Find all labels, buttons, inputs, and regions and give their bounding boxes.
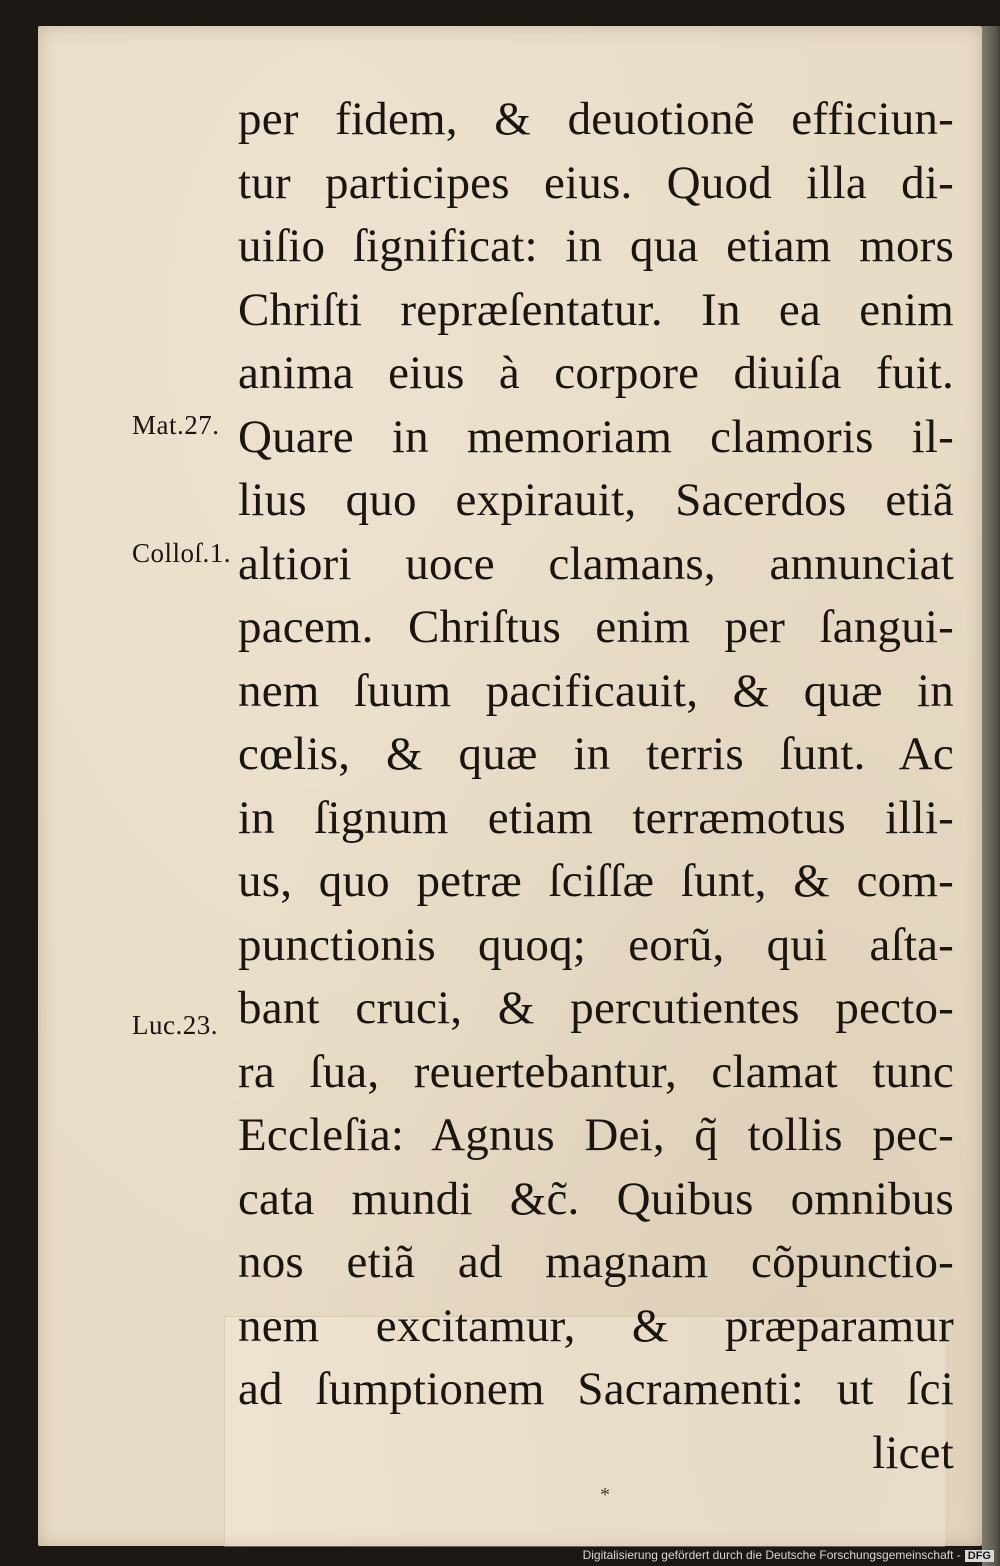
credit-text: Digitalisierung gefördert durch die Deutsche Forschungsgemeinschaft - xyxy=(582,1548,961,1562)
text-line: us, quo petræ ſciſſæ ſunt, & com- xyxy=(238,855,954,907)
body-text xyxy=(238,88,954,1485)
text-line: ad ſumptionem Sacramenti: ut ſci xyxy=(238,1363,954,1415)
text-line: Quare in memoriam clamoris il- xyxy=(238,410,954,463)
page-edge xyxy=(982,26,1000,1566)
margin-note-mat: Mat.27. xyxy=(132,410,220,440)
text-line: punctionis quoq; eorũ, qui aſta- xyxy=(238,918,954,971)
text-line: ra ſua, reuertebantur, clamat tunc xyxy=(238,1045,954,1098)
text-line: bant cruci, & percutientes pecto- xyxy=(238,982,954,1034)
catchword: licet xyxy=(872,1426,954,1479)
text-line: cœlis, & quæ in terris ſunt. Ac xyxy=(238,728,954,780)
margin-note-luc: Luc.23. xyxy=(132,1010,218,1040)
text-line: per fidem, & deuotionẽ efficiun- xyxy=(238,93,954,145)
text-line: altiori uoce clamans, annunciat xyxy=(238,537,954,590)
margin-note-coll: Colloſ.1. xyxy=(132,538,232,568)
text-line: nem excitamur, & præparamur xyxy=(238,1299,954,1352)
text-line: anima eius à corpore diuiſa fuit. xyxy=(238,347,954,399)
text-line: in ſignum etiam terræmotus illi- xyxy=(238,791,954,844)
text-line: tur participes eius. Quod illa di- xyxy=(238,156,954,209)
text-line: Chriſti repræſentatur. In ea enim xyxy=(238,283,954,336)
text-line: nos etiã ad magnam cõpunctio- xyxy=(238,1236,954,1288)
dfg-logo: DFG xyxy=(965,1550,994,1562)
printer-ornament: * xyxy=(600,1484,610,1506)
text-line: cata mundi &c̃. Quibus omnibus xyxy=(238,1172,954,1225)
text-line: pacem. Chriſtus enim per ſangui- xyxy=(238,601,954,653)
text-line: nem ſuum pacificauit, & quæ in xyxy=(238,664,954,717)
digitization-credit xyxy=(583,1548,994,1562)
text-line: lius quo expirauit, Sacerdos etiã xyxy=(238,474,954,526)
text-line: uiſio ſignificat: in qua etiam mors xyxy=(238,220,954,272)
text-line: Eccleſia: Agnus Dei, q̃ tollis pec- xyxy=(238,1109,954,1161)
